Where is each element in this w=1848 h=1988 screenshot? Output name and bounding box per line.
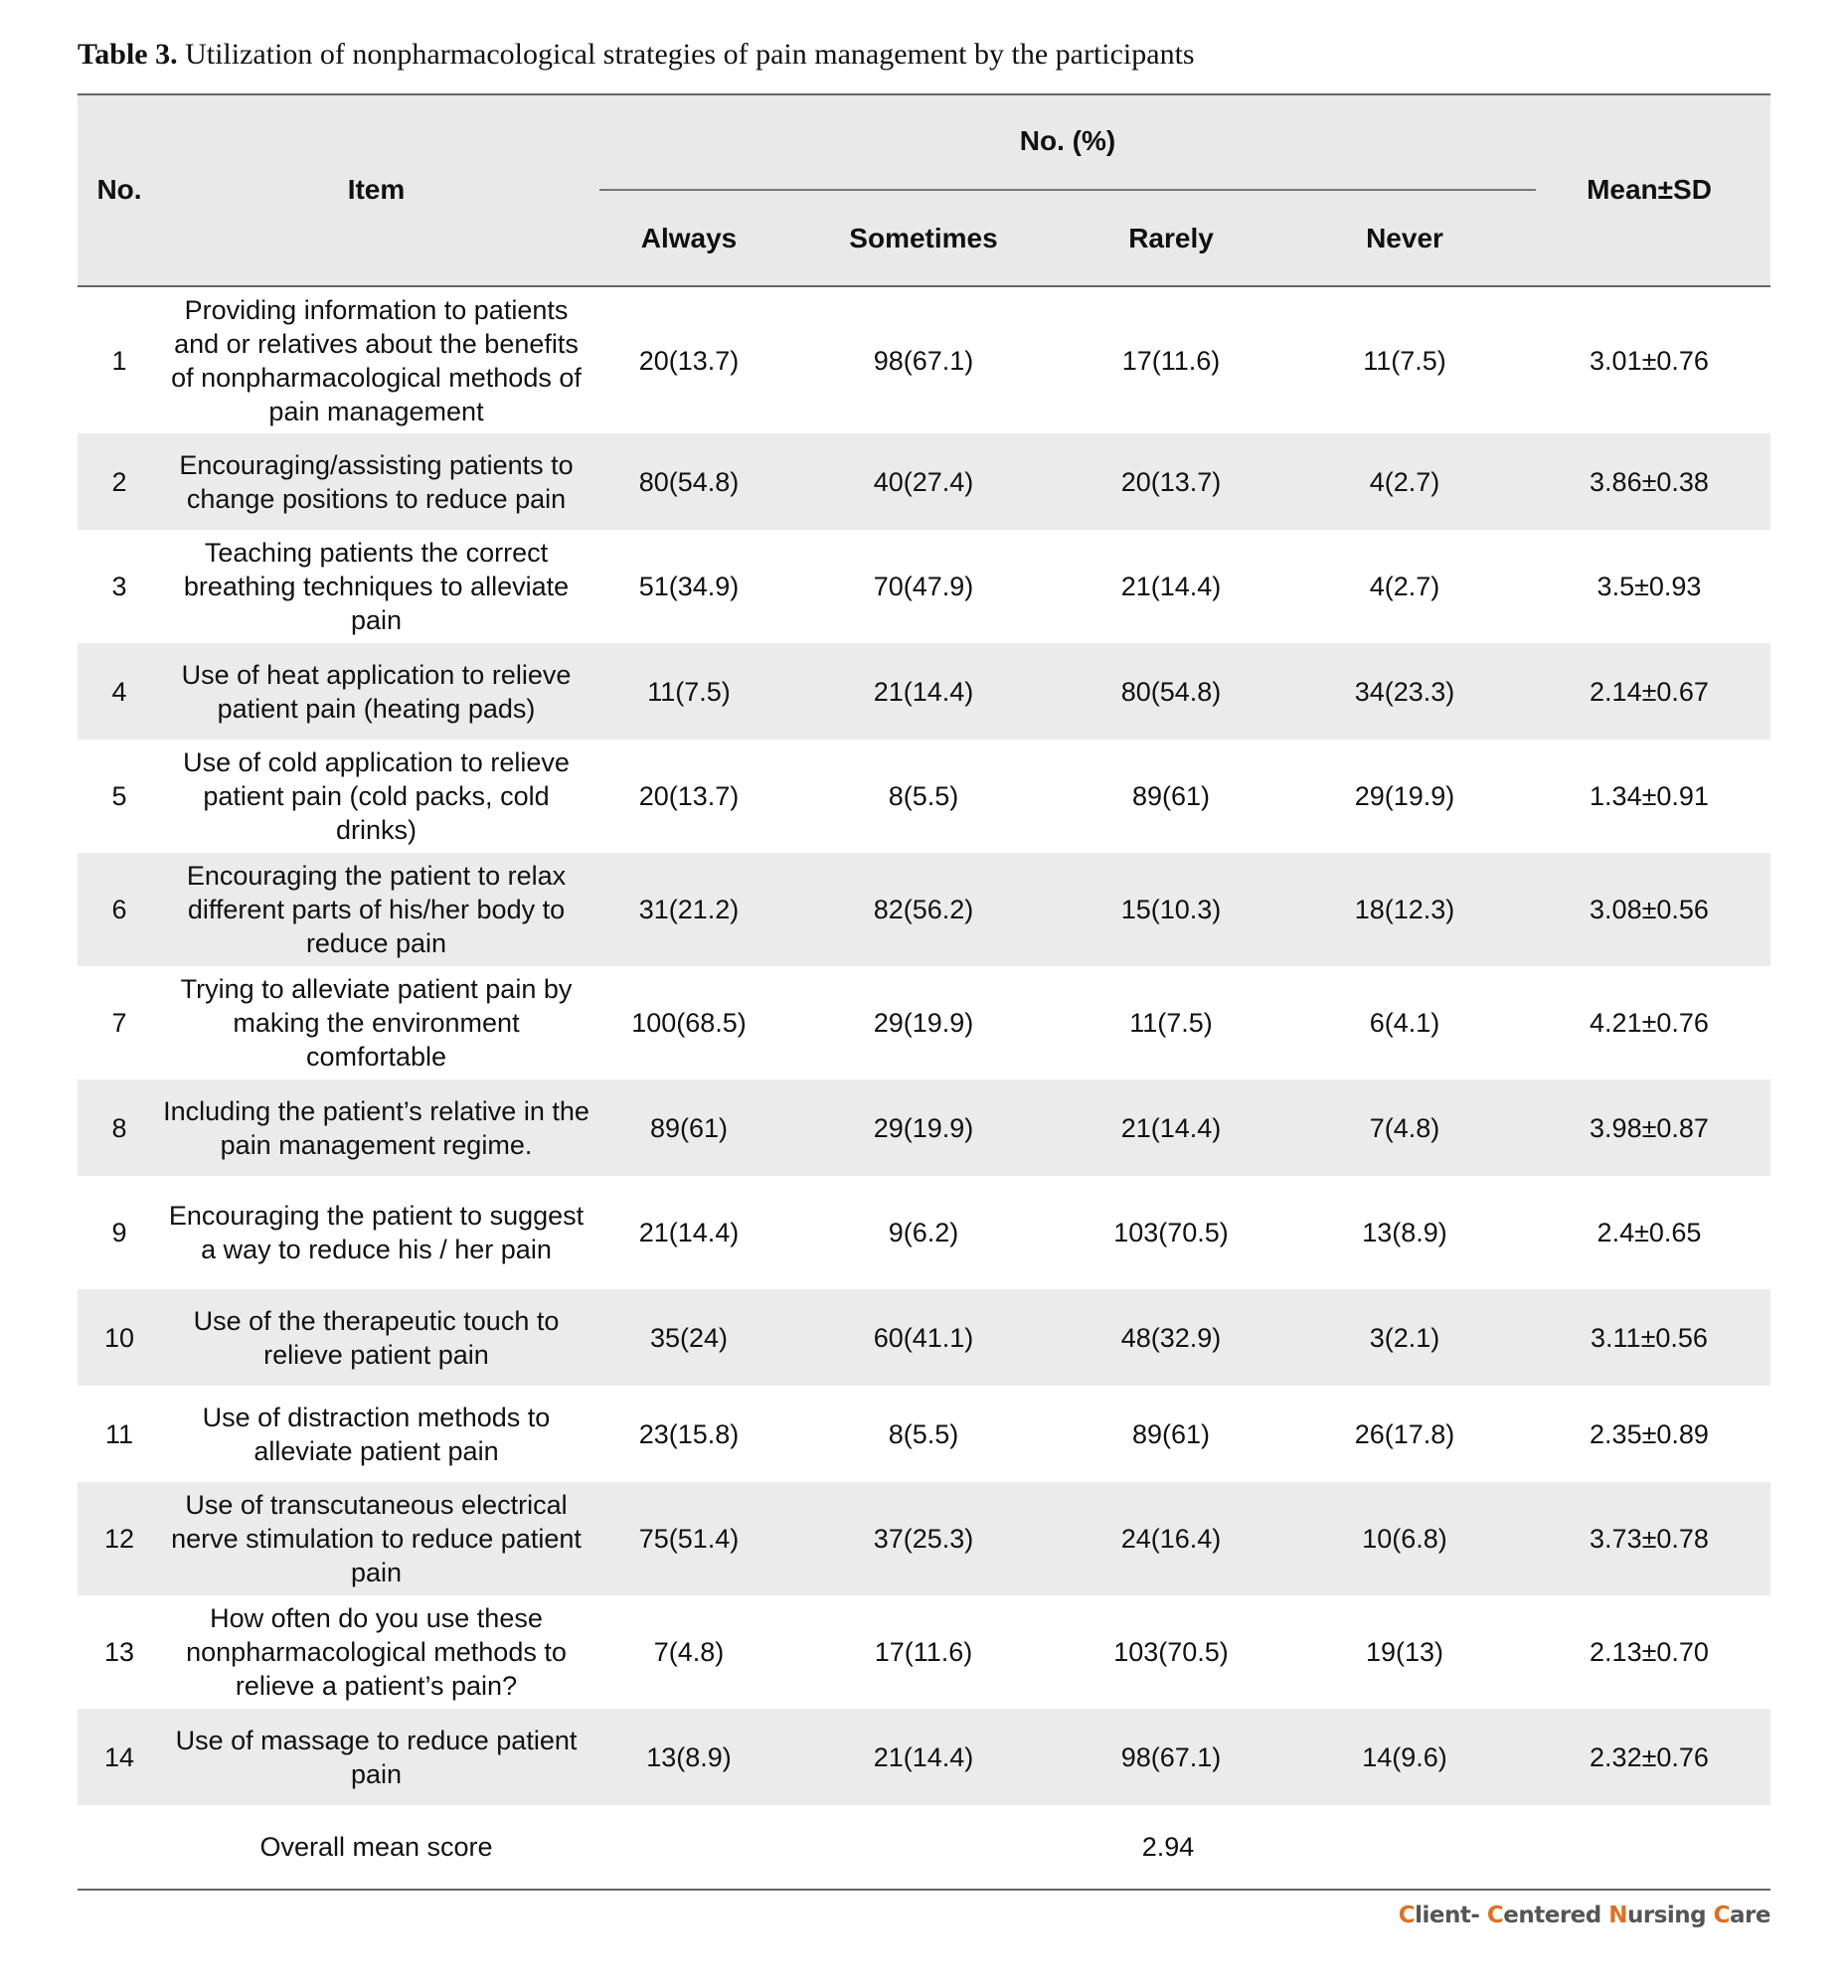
table-row — [78, 530, 1770, 643]
cell-item: Use of distraction methods to alleviate patient pain — [202, 1402, 551, 1466]
cell-mean: 4.21±0.76 — [1590, 1008, 1709, 1038]
cell-rarely: 21(14.4) — [1120, 1112, 1222, 1143]
cell-always: 21(14.4) — [638, 1218, 740, 1247]
cell-mean: 3.08±0.56 — [1590, 895, 1709, 924]
cell-mean: 3.01±0.76 — [1590, 345, 1709, 376]
cell-mean: 3.73±0.78 — [1590, 1524, 1709, 1554]
table-row — [78, 287, 1770, 433]
cell-always: 13(8.9) — [646, 1741, 732, 1772]
cell-always: 75(51.4) — [638, 1524, 740, 1554]
cell-no: 10 — [103, 1322, 135, 1353]
cell-rarely: 80(54.8) — [1120, 676, 1222, 707]
cell-sometimes: 82(56.2) — [873, 895, 974, 924]
cell-always: 100(68.5) — [631, 1008, 747, 1038]
cell-item: Use of heat application to relieve patient pain (heating pads) — [181, 659, 572, 724]
cell-no: 8 — [111, 1112, 127, 1143]
table-caption — [78, 38, 1767, 72]
header-no: No. — [96, 174, 142, 205]
cell-always: 20(13.7) — [638, 345, 740, 376]
cell-item: Encouraging the patient to suggest a way to reduce his / her pain — [168, 1201, 585, 1264]
table-row — [78, 966, 1770, 1079]
cell-sometimes: 29(19.9) — [873, 1008, 974, 1038]
cell-mean: 1.34±0.91 — [1590, 781, 1709, 811]
table-row — [78, 1595, 1770, 1709]
header-rarely: Rarely — [1128, 223, 1214, 253]
cell-always: 35(24) — [649, 1322, 729, 1353]
overall-row — [78, 1805, 1770, 1889]
cell-rarely: 89(61) — [1131, 1418, 1211, 1449]
cell-item: Use of cold application to relieve patient pain (cold packs, cold drinks) — [183, 747, 570, 845]
cell-never: 10(6.8) — [1362, 1524, 1447, 1554]
overall-label: Overall mean score — [259, 1832, 493, 1862]
cell-never: 4(2.7) — [1369, 466, 1440, 497]
table-row — [78, 1079, 1770, 1176]
table-row — [78, 1709, 1770, 1805]
cell-rarely: 89(61) — [1131, 781, 1211, 811]
cell-item: Encouraging the patient to relax different parts of his/her body to reduce pain — [186, 861, 567, 958]
brand-letter: C — [1713, 1903, 1731, 1928]
cell-no: 3 — [111, 572, 127, 601]
cell-sometimes: 21(14.4) — [873, 676, 974, 707]
cell-mean: 3.11±0.56 — [1591, 1322, 1708, 1353]
cell-rarely: 103(70.5) — [1113, 1218, 1229, 1247]
table-row — [78, 1176, 1770, 1289]
cell-never: 13(8.9) — [1362, 1218, 1447, 1247]
header-always: Always — [640, 223, 738, 253]
cell-sometimes: 17(11.6) — [874, 1637, 973, 1667]
cell-sometimes: 37(25.3) — [873, 1524, 974, 1554]
cell-item: Use of transcutaneous electrical nerve stimulation to reduce patient pain — [171, 1490, 582, 1587]
cell-mean: 2.13±0.70 — [1590, 1637, 1709, 1667]
table-row — [78, 1289, 1770, 1386]
cell-never: 3(2.1) — [1369, 1322, 1440, 1353]
cell-no: 7 — [111, 1008, 127, 1038]
cell-no: 2 — [111, 466, 127, 497]
cell-rarely: 15(10.3) — [1120, 895, 1222, 924]
cell-no: 5 — [111, 781, 127, 811]
cell-item: Use of massage to reduce patient pain — [175, 1725, 578, 1789]
caption-label: Table 3. — [78, 38, 178, 71]
cell-sometimes: 70(47.9) — [873, 572, 974, 601]
journal-brand — [1399, 1903, 1770, 1928]
cell-rarely: 24(16.4) — [1120, 1524, 1222, 1554]
cell-rarely: 21(14.4) — [1120, 572, 1222, 601]
cell-rarely: 98(67.1) — [1120, 1741, 1222, 1772]
cell-item: How often do you use these nonpharmacological methods to relieve a patient’s pain? — [186, 1603, 567, 1701]
cell-item: Encouraging/assisting patients to change positions to reduce pain — [179, 449, 574, 514]
cell-item: Providing information to patients and or relatives about the benefits of nonpharmacological methods of pain management — [171, 294, 582, 426]
cell-sometimes: 9(6.2) — [888, 1218, 959, 1247]
caption-text: Utilization of nonpharmacological strategies of pain management by the participants — [177, 38, 1195, 71]
cell-mean: 3.5±0.93 — [1596, 572, 1702, 601]
cell-rarely: 20(13.7) — [1120, 466, 1222, 497]
header-sometimes: Sometimes — [849, 223, 998, 253]
table-row — [78, 433, 1770, 530]
cell-sometimes: 8(5.5) — [888, 781, 959, 811]
group-divider — [599, 189, 1536, 191]
cell-always: 11(7.5) — [647, 676, 731, 707]
cell-always: 80(54.8) — [638, 466, 740, 497]
brand-letter: C — [1486, 1903, 1504, 1928]
cell-no: 13 — [103, 1637, 135, 1667]
cell-always: 7(4.8) — [653, 1637, 725, 1667]
cell-sometimes: 98(67.1) — [873, 345, 974, 376]
bottom-rule — [78, 1889, 1770, 1891]
cell-no: 11 — [104, 1418, 134, 1449]
cell-no: 12 — [103, 1524, 135, 1554]
cell-sometimes: 8(5.5) — [888, 1418, 959, 1449]
cell-item: Including the patient’s relative in the pain management regime. — [163, 1095, 589, 1160]
brand-letter: C — [1398, 1903, 1416, 1928]
cell-mean: 3.86±0.38 — [1590, 466, 1709, 497]
cell-always: 23(15.8) — [638, 1418, 740, 1449]
brand-text: entered — [1503, 1903, 1609, 1928]
cell-rarely: 48(32.9) — [1120, 1322, 1222, 1353]
cell-no: 4 — [111, 676, 127, 707]
cell-item: Trying to alleviate patient pain by making the environment comfortable — [180, 974, 573, 1072]
cell-always: 20(13.7) — [638, 781, 740, 811]
cell-never: 4(2.7) — [1369, 572, 1440, 601]
table-row — [78, 853, 1770, 966]
cell-mean: 2.35±0.89 — [1590, 1418, 1709, 1449]
cell-mean: 2.32±0.76 — [1590, 1741, 1709, 1772]
cell-rarely: 103(70.5) — [1113, 1637, 1229, 1667]
cell-never: 11(7.5) — [1363, 345, 1446, 376]
cell-mean: 2.4±0.65 — [1596, 1218, 1702, 1247]
cell-rarely: 11(7.5) — [1129, 1008, 1213, 1038]
header-item: Item — [347, 174, 406, 205]
cell-sometimes: 21(14.4) — [873, 1741, 974, 1772]
overall-value: 2.94 — [1141, 1832, 1195, 1862]
cell-always: 31(21.2) — [638, 895, 740, 924]
cell-never: 19(13) — [1365, 1637, 1444, 1667]
cell-item: Teaching patients the correct breathing techniques to alleviate pain — [183, 538, 570, 635]
cell-no: 6 — [111, 895, 127, 924]
brand-text: lient- — [1415, 1903, 1487, 1928]
header-never: Never — [1366, 223, 1443, 253]
cell-mean: 2.14±0.67 — [1590, 676, 1709, 707]
cell-sometimes: 60(41.1) — [873, 1322, 974, 1353]
header-group: No. (%) — [1019, 125, 1116, 156]
table-row — [78, 1482, 1770, 1595]
cell-item: Use of the therapeutic touch to relieve patient pain — [193, 1305, 560, 1370]
cell-no: 9 — [111, 1218, 127, 1247]
cell-never: 6(4.1) — [1369, 1008, 1440, 1038]
cell-no: 1 — [111, 345, 127, 376]
header-mean: Mean±SD — [1587, 174, 1712, 205]
cell-never: 26(17.8) — [1354, 1418, 1455, 1449]
table-row — [78, 1386, 1770, 1482]
cell-mean: 3.98±0.87 — [1590, 1112, 1709, 1143]
brand-text: ursing — [1627, 1903, 1714, 1928]
cell-no: 14 — [103, 1741, 135, 1772]
cell-always: 51(34.9) — [638, 572, 740, 601]
cell-rarely: 17(11.6) — [1121, 345, 1221, 376]
cell-always: 89(61) — [649, 1112, 729, 1143]
table-row — [78, 740, 1770, 853]
table-row — [78, 643, 1770, 740]
cell-sometimes: 29(19.9) — [873, 1112, 974, 1143]
cell-sometimes: 40(27.4) — [873, 466, 974, 497]
cell-never: 18(12.3) — [1354, 895, 1455, 924]
cell-never: 7(4.8) — [1369, 1112, 1440, 1143]
cell-never: 34(23.3) — [1354, 676, 1455, 707]
brand-letter: N — [1608, 1903, 1627, 1928]
cell-never: 29(19.9) — [1354, 781, 1455, 811]
brand-text: are — [1730, 1903, 1770, 1928]
cell-never: 14(9.6) — [1362, 1741, 1447, 1772]
